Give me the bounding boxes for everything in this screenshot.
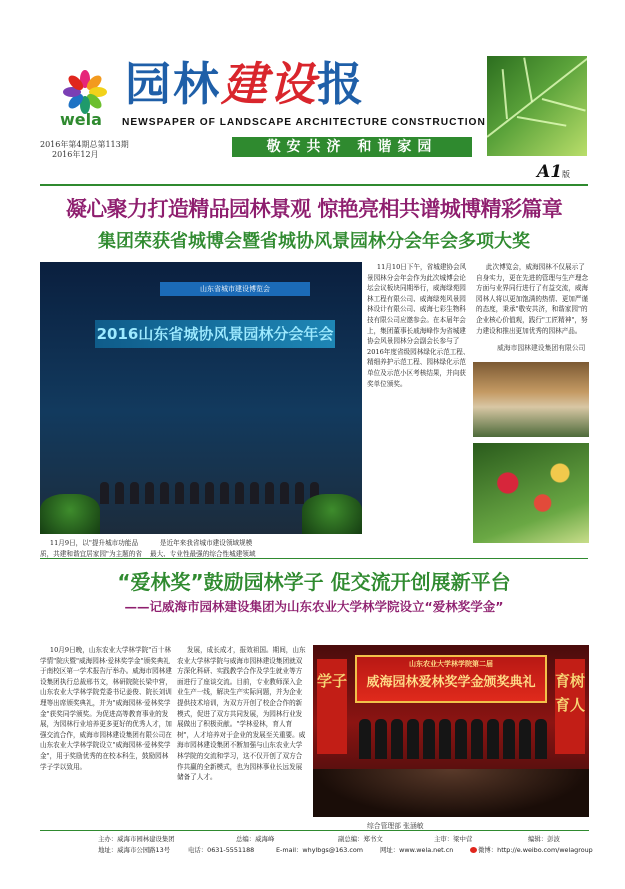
article1-headline: 凝心聚力打造精品园林景观 惊艳亮相共谱城博精彩篇章 xyxy=(65,197,563,221)
photo-side-right: 育树育人 xyxy=(555,659,585,754)
article1-subheadline: 集团荣获省城博会暨省城协风景园林分会年会多项大奖 xyxy=(98,231,530,252)
issue-info xyxy=(40,140,129,160)
ceremony-banner-small: 山东农业大学林学院第二届 xyxy=(409,660,493,668)
article2-column-b: 发展，成长成才，报效祖国。期间，山东农业大学林学院与威海市园林建设集团就双方深化科研、实践教学合作及学生就业等方面进行了座谈交流。目前，专业教师深入企业生产一线，解决生产实际问题，并为企业提供技术培训，为双方开创了校企合作的新模式，促进了双方共同发展，为园林行业发展做出了积极贡献。"学林爱林，育人育树"，人才培养对于企业的发展至关重要。威海市园林建设集团不断加强与山东农业大学林学院的交流和学习，这不仅开创了双方合作共赢的全新模式，也为园林事业长远发展储备了人才。 xyxy=(177,646,306,782)
weibo-icon xyxy=(470,847,477,853)
issue-number: 2016年第4期总第113期 xyxy=(40,140,129,149)
page-number xyxy=(537,162,570,182)
stage-banner-top: 山东省城市建设博览会 xyxy=(160,282,310,296)
footer-supervisor: 主审：梁中营 xyxy=(434,835,473,843)
footer-phone: 电话：0631-5551188 xyxy=(188,846,255,854)
article1-byline: 威海市园林建设集团有限公司 xyxy=(497,344,586,352)
article1-column-a: 11月9日，以"提升城市功能品质，共建和谐宜居家园"为主题的省 xyxy=(40,539,142,558)
ceremony-banner-big: 威海园林爱林奖学金颁奖典礼 xyxy=(366,675,536,690)
footer xyxy=(40,830,593,854)
header-rule xyxy=(40,184,588,186)
title-part-3: 报 xyxy=(317,57,365,111)
stage-banner: 2016山东省城协风景园林分会年会 xyxy=(95,320,335,348)
ceremony-banner xyxy=(355,655,547,703)
footer-weibo[interactable] xyxy=(470,845,593,854)
footer-deputy-editor: 副总编：郑书文 xyxy=(338,835,383,843)
photo-side-left: 学子 xyxy=(317,659,347,754)
exhibition-booth-photo xyxy=(473,362,589,437)
article2-caption: 综合管理部 张涵敏 xyxy=(367,822,424,830)
footer-editor: 编辑：彭波 xyxy=(528,835,560,843)
title-part-2: 建设 xyxy=(221,57,317,111)
flower-display-photo xyxy=(473,443,589,543)
footer-address: 地址：威海市公园路13号 xyxy=(98,846,171,854)
section-rule xyxy=(40,558,588,559)
slogan-banner: 敬安共济 和谐家园 xyxy=(232,137,472,157)
footer-chief-editor: 总编：威海峰 xyxy=(236,835,275,843)
article1-column-c: 11月10日下午，省城建协会风景园林分会年会作为此次城博会论坛会议板块同期举行，威海绿苑园林工程有限公司、威海绿苑风景园林设计有限公司、威海七彩生物科技有限公司应邀参会。在本届年会上，集团董事长戚海峰作为省城建协会风景园林分会副会长参与了2016年度省级园林绿化示范工程、精细养护示范工程、园林绿化示范单位及示范小区考核结果，并向获奖单位颁奖。 xyxy=(367,263,470,388)
newspaper-title xyxy=(125,58,365,110)
leaf-photo xyxy=(487,56,587,156)
footer-website[interactable]: 网址：www.wela.net.cn xyxy=(380,846,454,854)
article2-headline: “爱林奖”鼓励园林学子 促交流开创展新平台 xyxy=(117,570,511,594)
title-part-1: 园林 xyxy=(125,57,221,111)
article2-subheadline: ——记威海市园林建设集团为山东农业大学林学院设立“爱林奖学金” xyxy=(124,599,504,614)
newspaper-subtitle: NEWSPAPER OF LANDSCAPE ARCHITECTURE CONSTRUCTION xyxy=(122,117,486,128)
article1-column-d: 此次博览会，威海园林不仅展示了自身实力，更在先进的管理与生产理念方面与业界同行进行了有益交流，威海园林人将以更加饱满的热情、更加严谨的态度，秉承"敬安共济，和谐家园"的企业核心价值观，践行"工匠精神"，努力建设和推出更加优秀的园林产品。 xyxy=(476,263,589,335)
page-number-value: A1 xyxy=(537,162,563,182)
footer-weibo-text: 微博：http://e.weibo.com/welagroup xyxy=(478,846,593,854)
article2-column-a: 10月9日晚，山东农业大学林学院"百十林学情"院庆暨"威海园林·爱林奖学金"颁奖典礼于南校区第一学术报告厅举办。威海市园林建设集团执行总裁邢书文，林研院院长梁中营，山东农业大学林学院党委书记姜俊、院长刘训理等出席颁奖典礼，并为"威海园林·爱林奖学金"获奖同学颁奖。为促进高等教育事业的发展，为园林行业培养更多更好的优秀人才，加强交流合作，威海市园林建设集团有限公司在山东农业大学林学院设立"威海园林·爱林奖学金"，用于奖励优秀的在校本科生，鼓励园林学子学以致用。 xyxy=(40,646,172,771)
conference-stage-photo xyxy=(40,262,362,534)
logo-text: wela xyxy=(60,110,102,129)
issue-date: 2016年12月 xyxy=(52,150,99,159)
award-ceremony-photo xyxy=(313,645,589,817)
article1-column-b: 是近年来我省城市建设领域规模最大、专业性最强的综合性城建领域 xyxy=(150,539,256,558)
footer-sponsor: 主办：威海市园林建设集团 xyxy=(98,835,175,843)
page-number-suffix: 版 xyxy=(562,170,571,179)
footer-email: E-mail：whylbgs@163.com xyxy=(276,846,363,854)
